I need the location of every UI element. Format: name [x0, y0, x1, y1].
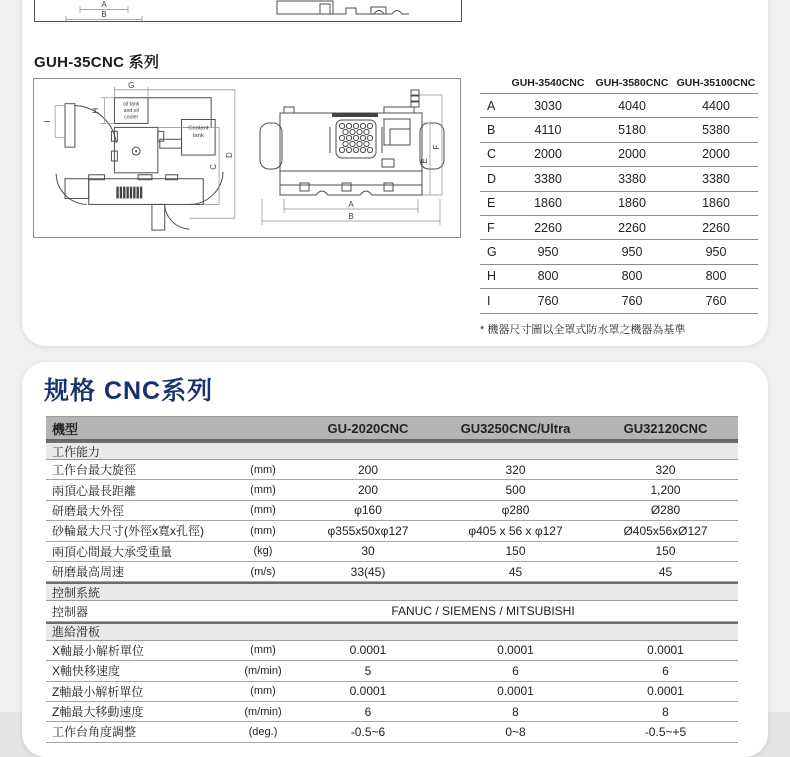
spec-value: 8 [512, 704, 519, 719]
spec-value: 200 [357, 462, 379, 477]
spec-data-row [46, 480, 738, 500]
spec-data-row [46, 641, 738, 661]
dim-value: 1860 [618, 196, 646, 211]
dim-value: 800 [705, 269, 727, 284]
dim-table-row [480, 143, 758, 167]
oil-tank-label-1: oil tank [123, 101, 140, 108]
spec-data-row [46, 682, 738, 702]
dim-row-label: G [487, 245, 497, 260]
spec-row-label: 研磨最高周速 [52, 565, 125, 580]
spec-model-header: GU32120CNC [623, 420, 708, 436]
dim-value: 3380 [618, 171, 646, 186]
dim-value: 760 [705, 293, 727, 308]
dim-b-label: B [348, 212, 354, 221]
spec-row-label: 砂輪最大尺寸(外徑x寬x孔徑) [52, 524, 204, 539]
dim-table-row [480, 94, 758, 118]
spec-span-row [46, 601, 738, 621]
spec-value: 6 [512, 663, 519, 678]
spec-value: 0~8 [505, 724, 526, 739]
spec-data-row [46, 542, 738, 562]
spec-row-label: Z軸最大移動速度 [52, 705, 144, 720]
dim-table-row [480, 167, 758, 191]
spec-value: 150 [655, 544, 676, 559]
spec-row-label: Z軸最小解析單位 [52, 684, 144, 699]
spec-table-header [46, 416, 738, 441]
dim-value: 3030 [534, 98, 562, 113]
dim-row-label: I [487, 293, 491, 308]
dim-c-label: C [209, 164, 219, 170]
dim-value: 2000 [618, 147, 646, 162]
spec-value: 45 [508, 564, 523, 579]
front-view-diagram [256, 87, 456, 229]
spec-value: φ355x50xφ127 [327, 523, 409, 538]
dim-table-row [480, 192, 758, 216]
dim-table-body [480, 94, 758, 314]
dim-table-footnote: * 機器尺寸圖以全罩式防水罩之機器為基準 [480, 323, 686, 336]
dim-value: 760 [537, 293, 559, 308]
spec-row-label: 兩頂心最長距離 [52, 483, 137, 498]
remnant-machine-outline [277, 1, 409, 14]
spec-value: 1,200 [650, 483, 681, 498]
spec-value: Ø280 [650, 503, 681, 518]
spec-data-row [46, 722, 738, 742]
grille-bars [116, 187, 142, 199]
dim-column-header: GUH-3540CNC [511, 76, 585, 89]
spec-value: φ280 [501, 503, 530, 518]
dim-value: 800 [621, 269, 643, 284]
dim-value: 2260 [618, 220, 646, 235]
dim-value: 800 [537, 269, 559, 284]
spec-model-header: GU3250CNC/Ultra [460, 420, 571, 436]
spec-value: 150 [505, 544, 526, 559]
dim-value: 1860 [534, 196, 562, 211]
spec-section-row: 控制系統 [46, 582, 738, 601]
spec-value: -0.5~+5 [644, 724, 687, 739]
dim-row-label: D [487, 171, 497, 186]
dim-value: 4040 [618, 98, 646, 113]
spec-row-label: X軸最小解析單位 [52, 643, 145, 658]
spec-value: 30 [361, 544, 375, 559]
dim-table-header [480, 72, 758, 94]
dim-value: 2000 [702, 147, 730, 162]
spec-section-row: 工作能力 [46, 441, 738, 460]
top-view-diagram [40, 80, 252, 236]
dim-table-row [480, 240, 758, 264]
spec-value: 0.0001 [497, 684, 534, 699]
spec-row-unit: (mm) [250, 484, 276, 497]
spec-header-label: 機型 [52, 421, 79, 437]
spec-table [46, 416, 738, 743]
spec-row-unit: (kg) [253, 545, 273, 558]
spec-row-label: 工作台角度調整 [52, 725, 137, 740]
spec-value: 8 [662, 704, 669, 719]
dim-value: 5380 [702, 123, 730, 138]
spec-row-label: 兩頂心間最大承受重量 [52, 544, 173, 559]
spec-value: 5 [364, 663, 372, 678]
dim-row-label: C [487, 147, 497, 162]
spec-row-unit: (m/s) [250, 565, 276, 578]
spec-row-unit: (m/min) [244, 664, 282, 677]
coolant-tank-label-2: tank [192, 132, 204, 139]
spec-row-unit: (mm) [250, 524, 276, 537]
dim-value: 2000 [534, 147, 562, 162]
oil-tank-label-2: and oil [123, 108, 139, 115]
dim-h-label: H [91, 107, 101, 114]
dim-value: 3380 [702, 171, 730, 186]
coolant-tank-label-1: Coolant [188, 125, 209, 132]
dim-row-label: E [487, 196, 496, 211]
dim-value: 760 [621, 293, 643, 308]
spec-row-label: 工作台最大旋徑 [52, 463, 137, 478]
spec-value: 6 [364, 704, 372, 719]
spec-row-label: 研磨最大外徑 [52, 503, 125, 518]
dim-value: 4110 [534, 123, 562, 138]
grille-holes [339, 123, 372, 152]
spec-value: Ø405x56xØ127 [623, 523, 708, 538]
dim-table-row [480, 118, 758, 142]
spec-row-label: X軸快移速度 [52, 664, 121, 679]
spec-data-row [46, 501, 738, 521]
figure-box [33, 78, 461, 238]
spec-value: φ405 x 56 x φ127 [468, 523, 563, 538]
spec-value: 6 [662, 663, 669, 678]
dimension-table [480, 72, 758, 337]
dim-i-label: I [43, 120, 53, 123]
spec-value: 320 [505, 462, 526, 477]
spec-row-unit: (m/min) [244, 705, 282, 718]
spec-value: 0.0001 [497, 643, 534, 658]
spec-value: 45 [658, 564, 673, 579]
spec-value: -0.5~6 [350, 724, 386, 739]
dim-row-label: A [487, 98, 496, 113]
dim-value: 3380 [534, 171, 562, 186]
spec-section-row: 進給滑板 [46, 622, 738, 641]
spec-value: φ160 [354, 503, 382, 518]
spec-row-unit: (mm) [250, 463, 276, 476]
spec-span-value: FANUC / SIEMENS / MITSUBISHI [391, 604, 575, 619]
dim-column-header: GUH-3580CNC [595, 76, 669, 89]
spec-data-row [46, 562, 738, 582]
dim-value: 5180 [618, 123, 646, 138]
spec-value: 0.0001 [349, 643, 387, 658]
dim-value: 2260 [534, 220, 562, 235]
spec-row-unit: (mm) [250, 685, 276, 698]
spec-table-body [46, 441, 738, 743]
dim-column-header: GUH-35100CNC [676, 76, 756, 89]
spec-row-unit: (mm) [250, 504, 276, 517]
spec-model-header: GU-2020CNC [327, 420, 409, 436]
dim-row-label: H [487, 269, 497, 284]
previous-figure-remnant [34, 0, 462, 23]
dim-value: 2260 [702, 220, 730, 235]
spec-value: 500 [505, 483, 526, 498]
dim-value: 950 [621, 245, 643, 260]
dim-a-label: A [348, 200, 354, 209]
dim-table-row [480, 289, 758, 313]
dim-value: 1860 [702, 196, 730, 211]
spec-value: 320 [655, 462, 676, 477]
dim-f-label: F [432, 144, 441, 150]
spec-section-title: 规格 CNC系列 [44, 377, 214, 405]
spec-row-unit: (mm) [250, 644, 276, 657]
spec-data-row [46, 460, 738, 480]
remnant-dim-b-label: B [101, 10, 107, 19]
spec-value: 33(45) [350, 564, 386, 579]
spec-data-row [46, 661, 738, 681]
oil-tank-label-3: cooler [124, 114, 139, 121]
spec-value: 0.0001 [647, 643, 684, 658]
dim-row-label: B [487, 123, 496, 138]
spec-value: 0.0001 [647, 684, 684, 699]
dim-value: 950 [537, 245, 559, 260]
spec-row-label: 控制器 [52, 604, 89, 619]
dim-d-label: D [224, 152, 234, 158]
spec-value: 200 [357, 483, 379, 498]
dim-table-row [480, 216, 758, 240]
spec-data-row [46, 702, 738, 722]
dim-table-row [480, 265, 758, 289]
series-title: GUH-35CNC 系列 [34, 54, 160, 71]
remnant-dim-a-label: A [101, 0, 107, 9]
dim-row-label: F [487, 220, 495, 235]
dim-value: 950 [705, 245, 727, 260]
spec-row-unit: (deg.) [248, 725, 278, 738]
dim-e-label: E [420, 158, 429, 164]
spec-data-row [46, 521, 738, 541]
dim-value: 4400 [702, 98, 730, 113]
spec-value: 0.0001 [349, 684, 387, 699]
dim-g-label: G [128, 80, 135, 90]
